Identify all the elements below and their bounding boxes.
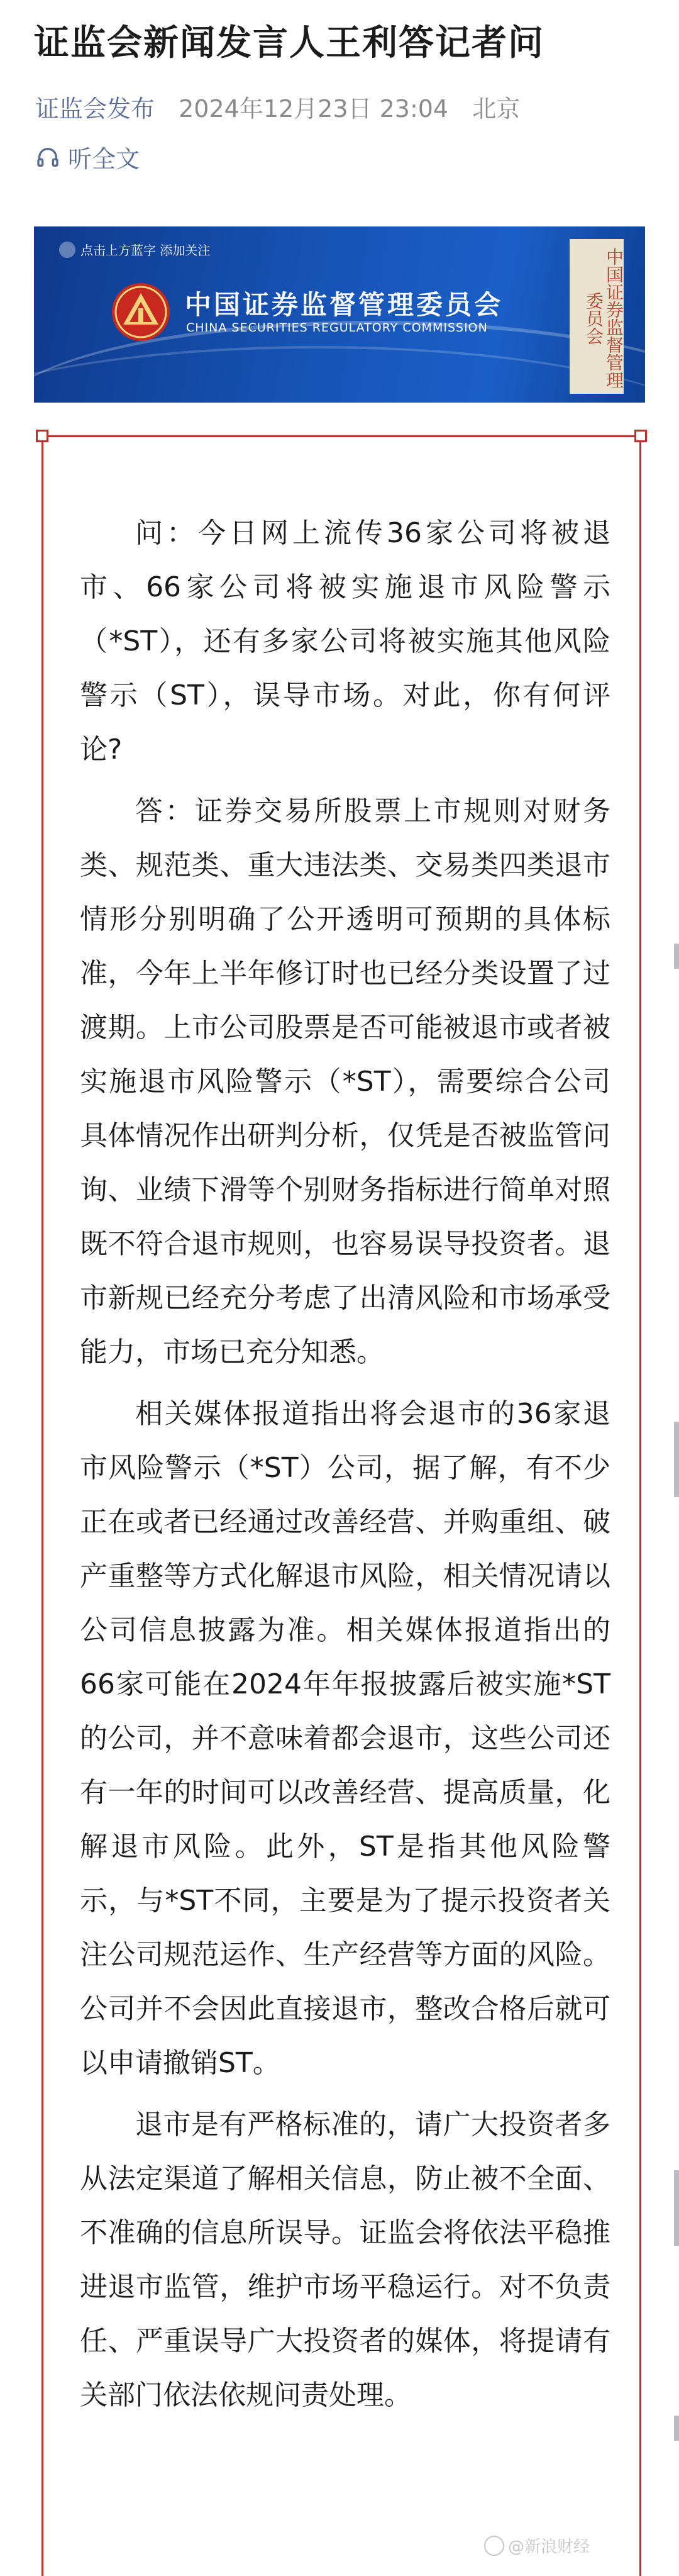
paragraph-media-report: 相关媒体报道指出将会退市的36家退市风险警示（*ST）公司，据了解，有不少正在或者已经通过改善经营、并购重组、破产重整等方式化解退市风险，相关情况请以公司信息披露为准。相关媒体报道指出的66家可能在2024年年报披露后被实施*ST的公司，并不意味着都会退市，这些公司还有一年的时间可以改善经营、提高质量，化解退市风险。此外，ST是指其他风险警示，与*ST不同，主要是为了提示投资者关注公司规范运作、生产经营等方面的风险。公司并不会因此直接退市，整改合格后就可以申请撤销ST。 bbox=[80, 1398, 610, 2079]
header-banner[interactable] bbox=[34, 226, 645, 403]
weibo-icon bbox=[484, 2536, 504, 2556]
org-seal-plaque: 中国证券监督管理委员会 bbox=[570, 239, 624, 394]
org-name-cn: 中国证券监督管理委员会 bbox=[185, 289, 504, 320]
scroll-indicator[interactable] bbox=[674, 1422, 679, 1497]
article-title: 证监会新闻发言人王利答记者问 bbox=[34, 23, 544, 64]
listen-label: 听全文 bbox=[68, 145, 140, 173]
frame-corner-ornament bbox=[634, 430, 647, 442]
publish-location: 北京 bbox=[472, 95, 521, 123]
scroll-indicator[interactable] bbox=[674, 2170, 679, 2246]
scroll-indicator[interactable] bbox=[674, 2416, 679, 2441]
article-frame bbox=[41, 435, 641, 2576]
scroll-indicator[interactable] bbox=[674, 944, 679, 969]
weibo-watermark: @新浪财经 bbox=[484, 2534, 590, 2557]
publish-date: 2024年12月23日 23:04 bbox=[179, 95, 449, 123]
org-name-en: CHINA SECURITIES REGULATORY COMMISSION bbox=[186, 321, 488, 335]
article-meta bbox=[35, 89, 520, 124]
listen-full-text-button[interactable] bbox=[35, 140, 140, 174]
csrc-logo-icon bbox=[109, 281, 172, 343]
frame-corner-ornament bbox=[36, 430, 48, 442]
paragraph-answer: 答：证券交易所股票上市规则对财务类、规范类、重大违法类、交易类四类退市情形分别明确了公开透明可预期的具体标准，今年上半年修订时也已经分类设置了过渡期。上市公司股票是否可能被退市或者被实施退市风险警示（*ST），需要综合公司具体情况作出研判分析，仅凭是否被监管问询、业绩下滑等个别财务指标进行简单对照既不符合退市规则，也容易误导投资者。退市新规已经充分考虑了出清风险和市场承受能力，市场已充分知悉。 bbox=[80, 795, 610, 1368]
author-link[interactable]: 证监会发布 bbox=[35, 95, 155, 123]
paragraph-question: 问：今日网上流传36家公司将被退市、66家公司将被实施退市风险警示（*ST），还有多家公司将被实施其他风险警示（ST），误导市场。对此，你有何评论? bbox=[80, 517, 610, 766]
follow-hint: 点击上方蓝字 添加关注 bbox=[59, 240, 210, 259]
article-body bbox=[80, 506, 610, 2430]
paragraph-investor-advice: 退市是有严格标准的，请广大投资者多从法定渠道了解相关信息，防止被不全面、不准确的信息所误导。证监会将依法平稳推进退市监管，维护市场平稳运行。对不负责任、严重误导广大投资者的媒体，将提请有关部门依法依规问责处理。 bbox=[80, 2109, 610, 2411]
headphones-icon bbox=[35, 145, 60, 170]
pointer-icon bbox=[59, 242, 75, 258]
